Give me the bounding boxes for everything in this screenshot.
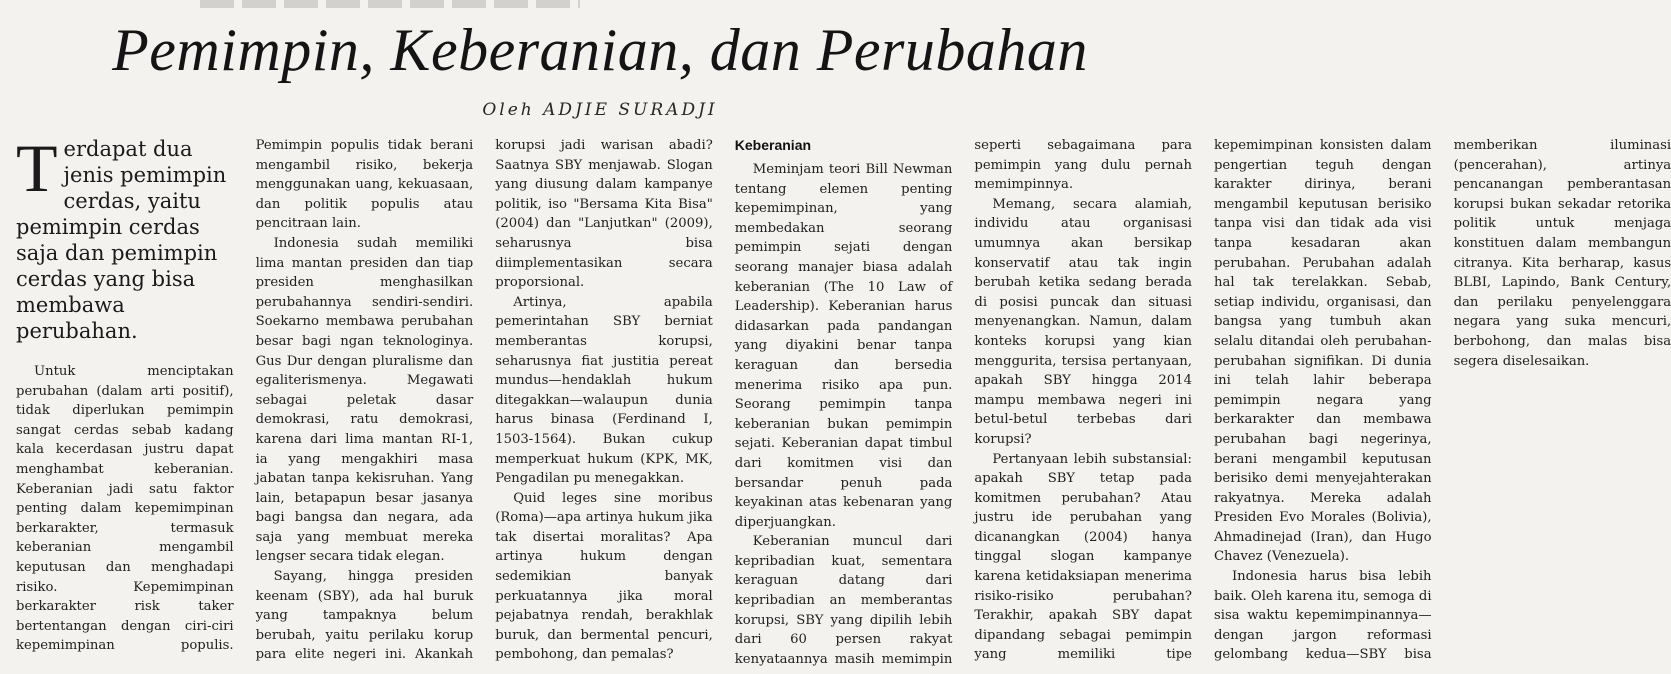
body-paragraph-5: Quid leges sine moribus (Roma)—apa artinya hukum jika tak disertai moralitas? Apa artinya hukum dengan sedemikian banyak perkuatannya jika moral pejabatnya rendah, berakhlak buruk, dan bermental pencuri, pembohong, dan pemalas? bbox=[495, 490, 713, 663]
article-title: Pemimpin, Keberanian, dan Perubahan bbox=[112, 17, 1088, 83]
byline bbox=[0, 100, 1200, 120]
subheading-keberanian: Keberanian bbox=[734, 137, 812, 153]
byline-prefix: Oleh bbox=[482, 100, 535, 120]
lead-paragraph bbox=[16, 130, 234, 344]
body-paragraph-2: Indonesia sudah memiliki lima mantan presiden dan tiap presiden menghasilkan perubahannya sendiri-sendiri. Soekarno membawa perubahan besar bagi ngan teknologinya. Gus Dur dengan pluralisme dan egaliterismenya. Megawati sebagai peletak dasar demokrasi, ratu demokrasi, karena dari lima mantan RI-1, ia yang mengakhiri masa jabatan tanpa kekisruhan. Yang lain, betapapun besar jasanya bagi bangsa dan negara, ada saja yang membuat mereka lengser secara tidak elegan. bbox=[255, 235, 474, 565]
lead-text: erdapat dua jenis pemimpin cerdas, yaitu pemimpin cerdas saja dan pemimpin cerdas yang bisa membawa perubahan. bbox=[16, 137, 227, 343]
drop-cap: T bbox=[16, 130, 58, 206]
body-paragraph-3: Sayang, hingga presiden keenam (SBY), ada hal buruk yang tampaknya belum berubah, yaitu perilaku korup para elite negeri ini. Akankah korupsi jadi warisan abadi? Saatnya SBY menjawab. Slogan yang diusung dalam kampanye politik, iso "Bersama Kita Bisa" (2004) dan "Lanjutkan" (2009), seharusnya bisa diimplementasikan secara proporsional. bbox=[255, 138, 713, 663]
section-header-band bbox=[200, 0, 580, 8]
body-paragraph-10: Indonesia harus bisa lebih baik. Oleh karena itu, semoga di sisa waktu kepemimpinannya—dengan jargon reformasi gelombang kedua—SBY bisa memberikan iluminasi (pencerahan), artinya pencanangan pemberantasan korupsi bukan sekadar retorika politik untuk menjaga konstituen dalam membangun citranya. Kita berharap, kasus BLBI, Lapindo, Bank Century, dan perilaku penyelenggara negara yang suka mencuri, berbohong, dan malas bisa segera diselesaikan. bbox=[1213, 138, 1671, 663]
body-paragraph-6: Meminjam teori Bill Newman tentang elemen penting kepemimpinan, yang membedakan seorang pemimpin sejati dengan seorang manajer biasa adalah keberanian (The 10 Law of Leadership). Keberanian harus didasarkan pada pandangan yang diyakini benar tanpa keraguan dan bersedia menerima risiko apa pun. Seorang pemimpin tanpa keberanian bukan pemimpin sejati. Keberanian dapat timbul dari komitmen visi dan bersandar penuh pada keyakinan atas kebenaran yang diperjuangkan. bbox=[734, 162, 953, 530]
body-paragraph-8: Memang, secara alamiah, individu atau organisasi umumnya akan bersikap konservatif atau tak ingin berubah ketika sedang berada di posisi puncak dan situasi menyenangkan. Namun, dalam konteks korupsi yang kian menggurita, tersisa pertanyaan, apakah SBY hingga 2014 mampu membawa negeri ini betul-betul terbebas dari korupsi? bbox=[974, 196, 1192, 447]
article-body bbox=[16, 130, 1671, 674]
body-paragraph-1: Untuk menciptakan perubahan (dalam arti positif), tidak diperlukan pemimpin sangat cerdas sebab kadang kala kecerdasan justru dapat menghambat keberanian. Keberanian jadi satu faktor penting dalam kepemimpinan berkarakter, termasuk keberanian mengambil keputusan dan menghadapi risiko. Kepemimpinan berkarakter risk taker bertentangan dengan ciri-ciri kepemimpinan populis. Pemimpin populis tidak berani mengambil risiko, bekerja menggunakan uang, kekuasaan, dan politik populis atau pencitraan lain. bbox=[16, 138, 474, 654]
body-paragraph-4: Artinya, apabila pemerintahan SBY berniat memberantas korupsi, seharusnya fiat justitia pereat mundus—hendaklah hukum ditegakkan—walaupun dunia harus binasa (Ferdinand I, 1503-1564). Bukan cukup memperkuat hukum (KPK, MK, Pengadilan pu menegakkan. bbox=[495, 294, 713, 487]
body-paragraph-9: Pertanyaan lebih substansial: apakah SBY tetap pada komitmen perubahan? Atau justru ide perubahan yang dicanangkan (2004) hanya tinggal slogan kampanye karena ketidaksiapan menerima risiko-risiko perubahan? Terakhir, apakah SBY dapat dipandang sebagai pemimpin yang memiliki tipe kepemimpinan konsisten dalam pengertian teguh dengan karakter dirinya, berani mengambil keputusan berisiko tanpa visi dan tidak ada visi tanpa kesadaran akan perubahan. Perubahan adalah hal tak terelakkan. Sebab, setiap individu, organisasi, dan bangsa yang tumbuh akan selalu ditandai oleh perubahan-perubahan signifikan. Di dunia ini telah lahir beberapa pemimpin negara yang berkarakter dan membawa perubahan bagi negerinya, berani mengambil keputusan berisiko demi menyejahterakan rakyatnya. Mereka adalah Presiden Evo Morales (Bolivia), Ahmadinejad (Iran), dan Hugo Chavez (Venezuela). bbox=[974, 138, 1432, 663]
author-name: ADJIE SURADJI bbox=[543, 100, 718, 120]
body-paragraph-7: Keberanian muncul dari kepribadian kuat, sementara keraguan datang dari kepribadian an memberantas korupsi, SBY yang dipilih lebih dari 60 persen rakyat kenyataannya masih memimpin seperti sebagaimana para pemimpin yang dulu pernah memimpinnya. bbox=[734, 138, 1192, 667]
